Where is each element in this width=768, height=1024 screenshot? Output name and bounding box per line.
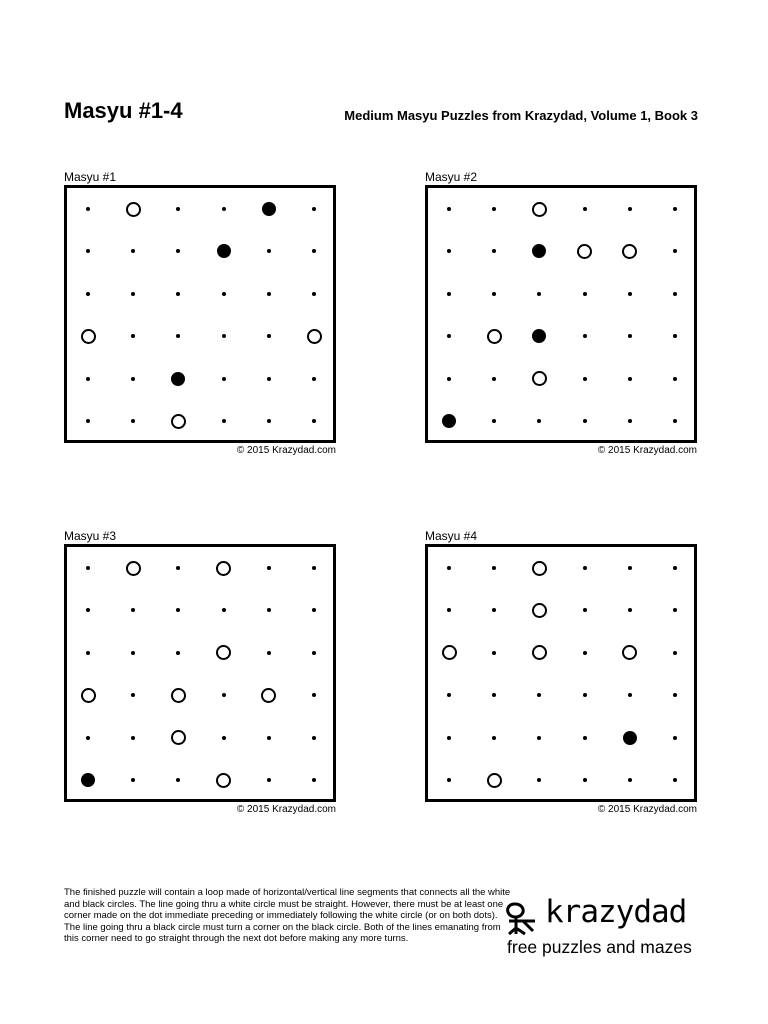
grid-dot [537,292,541,296]
grid-dot [312,207,316,211]
grid-dot [673,736,677,740]
white-circle [532,645,547,660]
puzzle-label: Masyu #2 [425,170,478,184]
grid-dot [673,334,677,338]
grid-dot [492,693,496,697]
grid-dot [492,292,496,296]
grid-dot [131,377,135,381]
grid-dot [176,249,180,253]
white-circle [487,329,502,344]
instructions-text: The finished puzzle will contain a loop made of horizontal/vertical line segments that connects all the white and black circles. The line going thru a white circle must be straight. However, there must be at least one corner made on the dot immediate preceding or immediately following the white circle (or on both dots). The line going thru a black circle must turn a corner on the black circle. Both of the lines emanating from this corner need to go straight through the next dot before making any more turns. [64,887,511,944]
puzzle-label: Masyu #3 [64,529,117,543]
krazydad-mascot-icon [505,902,541,936]
grid-dot [583,566,587,570]
puzzle-label: Masyu #1 [64,170,117,184]
grid-dot [267,419,271,423]
grid-dot [86,207,90,211]
grid-dot [628,419,632,423]
grid-dot [176,651,180,655]
copyright: © 2015 Krazydad.com [236,445,336,456]
grid-dot [628,693,632,697]
white-circle [622,645,637,660]
grid-dot [447,249,451,253]
grid-dot [628,207,632,211]
grid-dot [537,419,541,423]
grid-dot [628,566,632,570]
grid-dot [492,249,496,253]
grid-dot [583,419,587,423]
grid-dot [583,334,587,338]
grid-dot [131,778,135,782]
black-circle [262,202,276,216]
white-circle [442,645,457,660]
grid-dot [673,693,677,697]
grid-dot [131,736,135,740]
grid-dot [222,334,226,338]
grid-dot [537,693,541,697]
white-circle [532,371,547,386]
grid-dot [176,778,180,782]
grid-dot [222,377,226,381]
grid-dot [267,334,271,338]
grid-dot [86,419,90,423]
grid-dot [312,292,316,296]
grid-dot [222,693,226,697]
grid-dot [222,736,226,740]
grid-dot [492,419,496,423]
grid-dot [583,207,587,211]
black-circle [442,414,456,428]
grid-dot [673,377,677,381]
grid-dot [131,292,135,296]
grid-dot [131,608,135,612]
puzzle-label: Masyu #4 [425,529,478,543]
grid-dot [492,651,496,655]
grid-dot [492,566,496,570]
grid-dot [222,207,226,211]
grid-dot [628,292,632,296]
krazydad-wordmark: krazydad [545,894,687,930]
copyright: © 2015 Krazydad.com [597,445,697,456]
grid-dot [492,377,496,381]
grid-dot [222,292,226,296]
puzzle-2 [425,170,697,456]
white-circle [487,773,502,788]
grid-dot [86,249,90,253]
grid-dot [131,651,135,655]
puzzle-1 [64,170,336,456]
black-circle [623,731,637,745]
grid-dot [312,693,316,697]
grid-dot [176,334,180,338]
grid-dot [86,651,90,655]
grid-dot [267,566,271,570]
grid-dot [176,207,180,211]
grid-dot [583,608,587,612]
grid-dot [312,778,316,782]
krazydad-logo[interactable] [505,894,705,964]
white-circle [216,773,231,788]
white-circle [171,414,186,429]
grid-dot [267,608,271,612]
grid-dot [583,651,587,655]
black-circle [81,773,95,787]
grid-dot [222,608,226,612]
white-circle [216,561,231,576]
grid-dot [673,207,677,211]
grid-dot [131,334,135,338]
grid-dot [312,608,316,612]
copyright: © 2015 Krazydad.com [236,804,336,815]
grid-dot [447,608,451,612]
grid-dot [131,419,135,423]
grid-dot [583,693,587,697]
puzzle-board[interactable] [64,544,336,802]
page-title: Masyu #1-4 [64,98,183,123]
grid-dot [628,377,632,381]
white-circle [307,329,322,344]
grid-dot [628,334,632,338]
grid-dot [312,736,316,740]
grid-dot [673,778,677,782]
grid-dot [312,566,316,570]
grid-dot [86,377,90,381]
grid-dot [312,249,316,253]
grid-dot [86,292,90,296]
grid-dot [312,377,316,381]
white-circle [532,202,547,217]
grid-dot [312,419,316,423]
white-circle [577,244,592,259]
grid-dot [267,651,271,655]
black-circle [532,329,546,343]
grid-dot [583,292,587,296]
black-circle [532,244,546,258]
grid-dot [537,736,541,740]
grid-dot [447,207,451,211]
grid-dot [447,377,451,381]
grid-dot [583,778,587,782]
krazydad-tagline: free puzzles and mazes [507,937,692,957]
grid-dot [447,292,451,296]
grid-dot [673,566,677,570]
grid-dot [447,778,451,782]
grid-dot [267,778,271,782]
grid-dot [176,608,180,612]
grid-dot [447,566,451,570]
grid-dot [447,693,451,697]
grid-dot [492,207,496,211]
grid-dot [86,736,90,740]
grid-dot [131,249,135,253]
grid-dot [628,778,632,782]
grid-dot [673,419,677,423]
white-circle [622,244,637,259]
puzzle-3 [64,529,336,815]
grid-dot [222,419,226,423]
grid-dot [673,249,677,253]
grid-dot [492,736,496,740]
puzzle-4 [425,529,697,815]
white-circle [81,688,96,703]
black-circle [171,372,185,386]
white-circle [126,561,141,576]
grid-dot [447,334,451,338]
grid-dot [267,736,271,740]
grid-dot [267,249,271,253]
grid-dot [673,651,677,655]
grid-dot [267,292,271,296]
grid-dot [628,608,632,612]
grid-dot [673,292,677,296]
grid-dot [176,292,180,296]
puzzle-board[interactable] [425,544,697,802]
grid-dot [447,736,451,740]
white-circle [216,645,231,660]
puzzle-board[interactable] [64,185,336,443]
white-circle [171,730,186,745]
white-circle [81,329,96,344]
white-circle [126,202,141,217]
grid-dot [673,608,677,612]
grid-dot [537,778,541,782]
puzzle-board[interactable] [425,185,697,443]
black-circle [217,244,231,258]
grid-dot [86,566,90,570]
copyright: © 2015 Krazydad.com [597,804,697,815]
grid-dot [312,651,316,655]
white-circle [532,561,547,576]
grid-dot [176,566,180,570]
white-circle [261,688,276,703]
grid-dot [267,377,271,381]
grid-dot [86,608,90,612]
white-circle [171,688,186,703]
grid-dot [583,736,587,740]
grid-dot [131,693,135,697]
page-subtitle: Medium Masyu Puzzles from Krazydad, Volume 1, Book 3 [344,108,698,123]
grid-dot [492,608,496,612]
grid-dot [583,377,587,381]
white-circle [532,603,547,618]
